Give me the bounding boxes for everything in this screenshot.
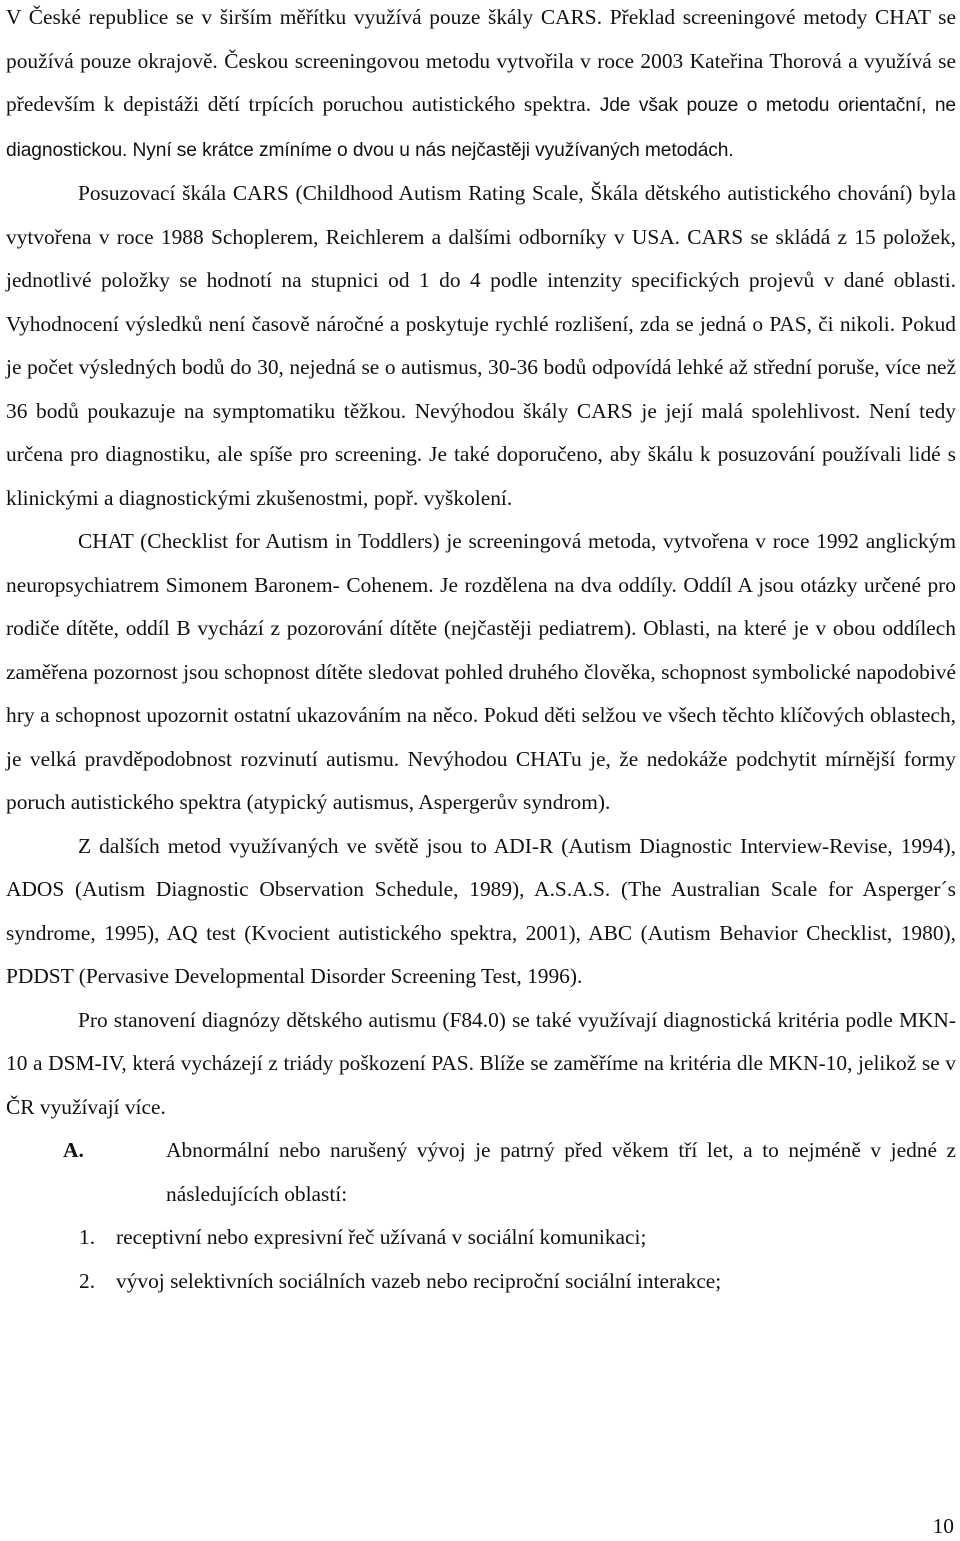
list-item-text: receptivní nebo expresivní řeč užívaná v sociální komunikaci;	[116, 1225, 647, 1249]
list-item-text: vývoj selektivních sociálních vazeb nebo reciproční sociální interakce;	[116, 1268, 722, 1293]
list-item-number: 2.	[79, 1268, 96, 1293]
criterion-text: Abnormální nebo narušený vývoj je patrný před věkem tří let, a to nejméně v jedné z následujících oblastí:	[166, 1138, 956, 1206]
paragraph-intro-sans-text: Jde však pouze o metodu orientační, ne diagnostickou. Nyní se krátce zmíníme o dvou u nás nejčastěji využívaných metodách.	[6, 95, 956, 161]
list-item-number: 1.	[79, 1225, 96, 1249]
paragraph-cars: Posuzovací škála CARS (Childhood Autism Rating Scale, Škála dětského autistického chování) byla vytvořena v roce 1988 Schoplerem, Reichlerem a dalšími odborníky v USA. CARS se skládá z 15 položek, jednotlivé položky se hodnotí na stupnici od 1 do 4 podle intenzity specifických projevů v dané oblasti. Vyhodnocení výsledků není časově náročné a poskytuje rychlé rozlišení, zda se jedná o PAS, či nikoli. Pokud je počet výsledných bodů do 30, nejedná se o autismus, 30-36 bodů odpovídá lehké až střední poruše, více než 36 bodů poukazuje na symptomatiku těžkou. Nevýhodou škály CARS je její malá spolehlivost. Není tedy určena pro diagnostiku, ale spíše pro screening. Je také doporučeno, aby škálu k posuzování používali lidé s klinickými a diagnostickými zkušenostmi, popř. vyškolení.	[6, 181, 956, 510]
list-item	[6, 1216, 956, 1260]
paragraph-diagnosis: Pro stanovení diagnózy dětského autismu (F84.0) se také využívají diagnostická kritéria podle MKN-10 a DSM-IV, která vycházejí z triády poškození PAS. Blíže se zaměříme na kritéria dle MKN-10, jelikož se v ČR využívají více.	[6, 1007, 956, 1119]
paragraph-other-methods: Z dalších metod využívaných ve světě jsou to ADI-R (Autism Diagnostic Interview-Revise, 1994), ADOS (Autism Diagnostic Observation Schedule, 1989), A.S.A.S. (The Australian Scale for Asperger´s syndrome, 1995), AQ test (Kvocient autistického spektra, 2001), ABC (Autism Behavior Checklist, 1980), PDDST (Pervasive Developmental Disorder Screening Test, 1996).	[6, 833, 956, 988]
paragraph-intro	[6, 0, 956, 172]
document-page	[6, 0, 956, 1303]
paragraph-chat: CHAT (Checklist for Autism in Toddlers) je screeningová metoda, vytvořena v roce 1992 anglickým neuropsychiatrem Simonem Baronem- Cohenem. Je rozdělena na dva oddíly. Oddíl A jsou otázky určené pro rodiče dítěte, oddíl B vychází z pozorování dítěte (nejčastěji pediatrem). Oblasti, na které je v obou oddílech zaměřena pozornost jsou schopnost dítěte sledovat pohled druhého člověka, schopnost symbolické napodobivé hry a schopnost upozornit ostatní ukazováním na něco. Pokud děti selžou ve všech těchto klíčových oblastech, je velká pravděpodobnost rozvinutí autismu. Nevýhodou CHATu je, že nedokáže podchytit mírnější formy poruch autistického spektra (atypický autismus, Aspergerův syndrom).	[6, 529, 956, 814]
page-number: 10	[932, 1514, 954, 1538]
list-item	[6, 1260, 956, 1304]
criterion-a	[6, 1129, 956, 1216]
criterion-marker: A.	[63, 1138, 84, 1162]
paragraph-intro-text: V České republice se v širším měřítku využívá pouze škály CARS. Překlad screeningové metody CHAT se používá pouze okrajově. Českou screeningovou metodu vytvořila v roce 2003 Kateřina Thorová a využívá se především k depistáži dětí trpících poruchou autistického spektra.	[6, 5, 956, 116]
